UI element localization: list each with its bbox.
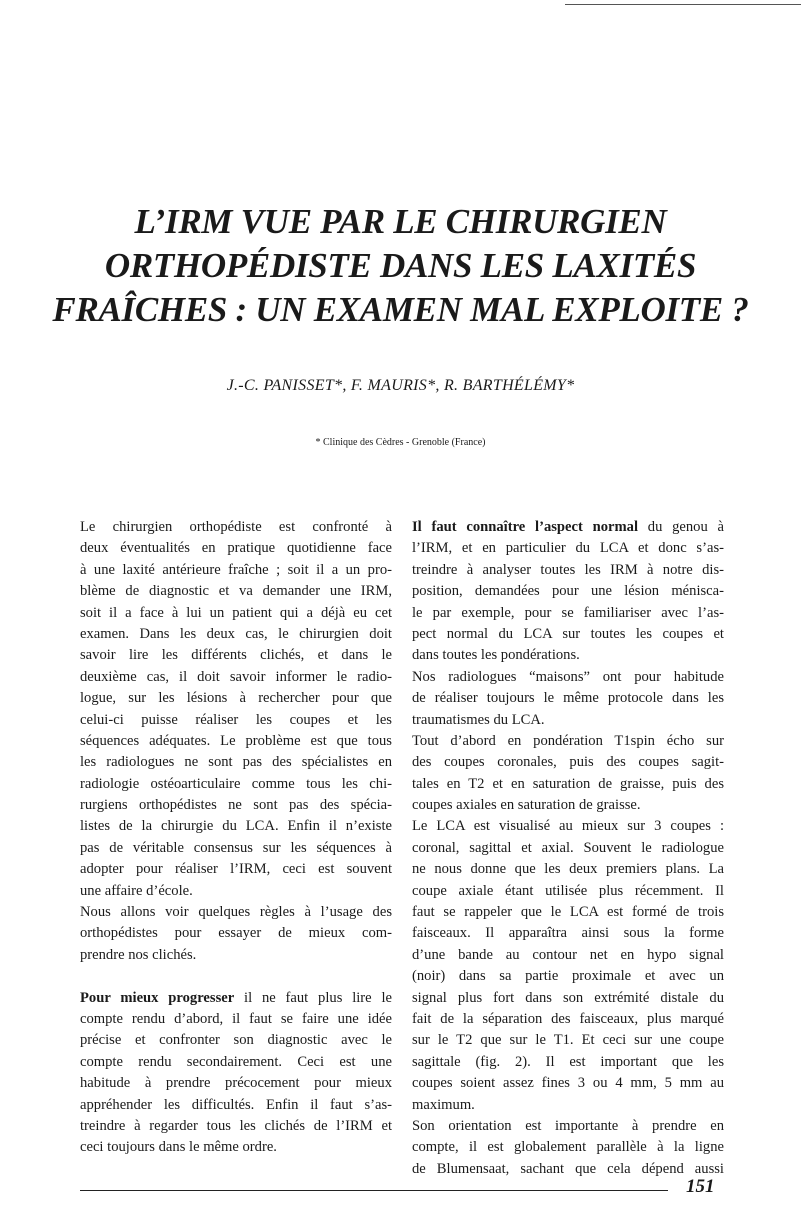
text-line: adopter pour réaliser l’IRM, ceci est souvent <box>80 861 392 878</box>
footer-rule <box>80 1190 668 1191</box>
text-line: savoir lire les différents clichés, et dans le <box>80 647 392 664</box>
text-line: orthopédistes pour essayer de mieux com- <box>80 925 392 942</box>
paragraph <box>80 517 392 902</box>
text-line: pas de véritable consensus sur les séquences à <box>80 839 392 856</box>
text-line: coupes axiales en saturation de graisse. <box>412 797 641 814</box>
text-line: ne nous donne que les deux premiers plans. La <box>412 861 724 878</box>
text-line: faut se rappeler que le LCA est formé de trois <box>412 904 724 921</box>
text-line: compte rendu secondairement. Ceci est une <box>80 1053 392 1070</box>
text-line: prendre nos clichés. <box>80 946 197 963</box>
text-line: treindre à analyser toutes les IRM à notre dis- <box>412 561 724 578</box>
paragraph <box>412 1116 724 1180</box>
text-line: position, demandées pour une lésion ménisca- <box>412 583 724 600</box>
text-line: Nos radiologues “maisons” ont pour habitude <box>412 668 724 685</box>
text-line: d’une bande au contour net en hypo signal <box>412 946 724 963</box>
text-line: treindre à regarder tous les clichés de l’IRM et <box>80 1117 392 1134</box>
text-line: pect normal du LCA sur toutes les coupes et <box>412 625 724 642</box>
text-line: sagittale (fig. 2). Il est important que les <box>412 1053 724 1070</box>
text-line: Son orientation est importante à prendre en <box>412 1117 724 1134</box>
text-line: deux éventualités en pratique quotidienne face <box>80 540 392 557</box>
right-column <box>412 517 724 1180</box>
paragraph-body <box>412 538 724 666</box>
text-line: habitude à prendre précocement pour mieux <box>80 1075 392 1092</box>
text-line: dans toutes les pondérations. <box>412 647 580 664</box>
authors: J.-C. PANISSET*, F. MAURIS*, R. BARTHÉLÉMY* <box>226 377 575 394</box>
text-line: deuxième cas, il doit savoir informer le radio- <box>80 668 392 685</box>
paragraph <box>412 731 724 817</box>
text-line: Tout d’abord en pondération T1spin écho sur <box>412 732 724 749</box>
paragraph-gap <box>80 966 392 987</box>
paragraph <box>412 667 724 731</box>
text-line: coupes soient assez fines 3 ou 4 mm, 5 mm au <box>412 1075 724 1092</box>
text-line: ceci toujours dans le même ordre. <box>80 1139 277 1156</box>
text-line: traumatismes du LCA. <box>412 711 545 728</box>
text-line <box>412 517 724 538</box>
text-line: le par exemple, pour se familiariser avec l’as- <box>412 604 724 621</box>
text-line: à une laxité antérieure fraîche ; soit il a un pro- <box>80 561 392 578</box>
article-title <box>40 200 761 332</box>
text-line: maximum. <box>412 1096 475 1113</box>
text-line: de réaliser toujours le même protocole dans les <box>412 690 724 707</box>
bold-lead: Il faut connaître l’aspect normal <box>412 519 639 535</box>
text-line: examen. Dans les deux cas, le chirurgien doit <box>80 625 392 642</box>
text-line: celui-ci puisse réaliser les coupes et les <box>80 711 392 728</box>
title-line: L’IRM VUE PAR LE CHIRURGIEN <box>134 202 667 241</box>
text-line: une affaire d’école. <box>80 882 193 899</box>
bold-lead: Pour mieux progresser <box>80 989 235 1006</box>
title-line: ORTHOPÉDISTE DANS LES LAXITÉS <box>104 246 697 285</box>
text-line: des coupes coronales, puis des coupes sagit- <box>412 754 724 771</box>
text-line: signal plus fort dans son extrémité distale du <box>412 989 724 1006</box>
text-line: Nous allons voir quelques règles à l’usage des <box>80 904 392 921</box>
text-line: l’IRM, et en particulier du LCA et donc s’as- <box>412 540 724 557</box>
text-line: rurgiens orthopédistes ne sont pas des spécia- <box>80 797 392 814</box>
text-line: précise et confronter son diagnostic avec le <box>80 1032 392 1049</box>
text-line: listes de la chirurgie du LCA. Enfin il n’existe <box>80 818 392 835</box>
text-line: tales en T2 et en saturation de graisse, puis des <box>412 775 724 792</box>
text-line: logue, sur les lésions à rechercher pour que <box>80 690 392 707</box>
text-line: radiologie ostéoarticulaire comme tous les chi- <box>80 775 392 792</box>
title-line: FRAÎCHES : UN EXAMEN MAL EXPLOITE ? <box>52 290 749 329</box>
text-line: compte rendu d’abord, il faut se faire une idée <box>80 1010 392 1027</box>
text-line: appréhender les difficultés. Enfin il faut s’as- <box>80 1096 392 1113</box>
paragraph <box>412 517 724 667</box>
paragraph <box>412 816 724 1115</box>
text-line: séquences adéquates. Le problème est que tous <box>80 732 392 749</box>
left-column <box>80 517 392 1159</box>
top-rule <box>565 4 801 5</box>
text-line: Le LCA est visualisé au mieux sur 3 coupes : <box>412 818 724 835</box>
paragraph <box>80 902 392 966</box>
text-line: les radiologues ne sont pas des spécialistes en <box>80 754 392 771</box>
page-number: 151 <box>686 1176 715 1197</box>
text-line <box>80 988 392 1009</box>
text-line: sur le T2 que sur le T1. Et ceci sur une coupe <box>412 1032 724 1049</box>
lead-rest: du genou à <box>638 519 725 535</box>
text-line: coupe axiale étant utilisée plus récemment. Il <box>412 882 724 899</box>
paragraph-body <box>80 1009 392 1159</box>
text-line: Le chirurgien orthopédiste est confronté à <box>80 519 392 535</box>
text-line: coronal, sagittal et axial. Souvent le radiologue <box>412 839 724 856</box>
lead-rest: il ne faut plus lire le <box>234 989 392 1006</box>
text-line: de Blumensaat, sachant que cela dépend aussi <box>412 1160 724 1177</box>
paragraph <box>80 988 392 1159</box>
text-line: blème de diagnostic et va demander une IRM, <box>80 583 392 600</box>
affiliation: * Clinique des Cèdres - Grenoble (France) <box>315 437 486 448</box>
text-line: (noir) dans sa partie proximale et avec un <box>412 968 724 985</box>
text-line: faisceaux. Il apparaîtra ainsi sous la forme <box>412 925 724 942</box>
text-line: fait de la séparation des faisceaux, plus marqué <box>412 1010 724 1027</box>
text-line: soit il a face à lui un patient qui a déjà eu cet <box>80 604 392 621</box>
text-line: compte, il est globalement parallèle à la ligne <box>412 1139 724 1156</box>
